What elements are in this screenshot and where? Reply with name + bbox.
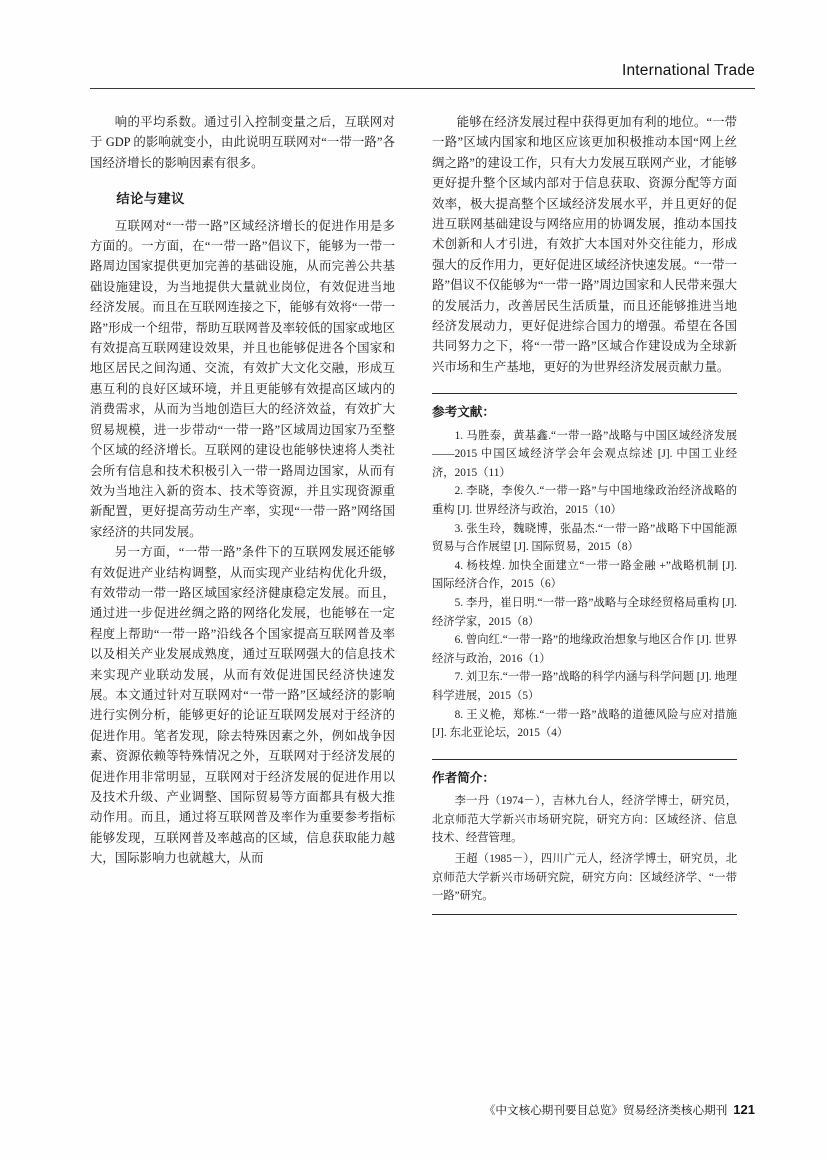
left-column: [90, 112, 395, 869]
page-number: 121: [733, 1102, 755, 1117]
list-item: 6. 曾向红.“一带一路”的地缘政治想象与地区合作 [J]. 世界经济与政治，2016（1）: [432, 634, 737, 665]
header-divider: [90, 88, 755, 89]
author-bio-paragraph: 王超（1985－），四川广元人，经济学博士，研究员，北京师范大学新兴市场研究院，研究方向：区域经济学、“一带一路”研究。: [432, 852, 737, 903]
list-item: 3. 张生玲，魏晓博，张晶杰.“一带一路”战略下中国能源贸易与合作展望 [J]. 国际贸易，2015（8）: [432, 522, 737, 554]
list-item: 5. 李丹，崔日明.“一带一路”战略与全球经贸格局重构 [J]. 经济学家，2015（8）: [432, 597, 737, 628]
references-box: [432, 393, 737, 743]
author-bio-box: [432, 759, 737, 915]
section-heading-conclusion: 结论与建议: [116, 191, 185, 207]
paragraph: 另一方面，“一带一路”条件下的互联网发展还能够有效促进产业结构调整，从而实现产业结构优化升级，有效带动一带一路区域国家经济健康稳定发展。而且，通过进一步促进丝绸之路的网络化发展，也能够在一定程度上帮助“一带一路”沿线各个国家提高互联网普及率以及相关产业发展成熟度，通过互联网强大的信息技术来实现产业联动发展，从而有效促进国民经济快速发展。本文通过针对互联网对“一带一路”区域经济的影响进行实例分析，能够更好的论证互联网发展对于经济的促进作用。笔者发现，除去特殊因素之外，例如战争因素、资源依赖等特殊情况之外，互联网对于经济发展的促进作用非常明显，互联网对于经济发展的促进作用以及技术升级、产业调整、国际贸易等方面都具有极大推动作用。而且，通过将互联网普及率作为重要参考指标能够发现，互联网普及率越高的区域，信息获取能力越大，国际影响力也就越大，从而: [90, 545, 395, 866]
author-bio-divider-bottom: [432, 914, 737, 915]
paragraph: 互联网对“一带一路”区域经济增长的促进作用是多方面的。一方面，在“一带一路”倡议下，能够为一带一路周边国家提供更加完善的基础设施，从而完善公共基础设施建设，为当地提供大量就业岗位，有效促进当地经济发展。而且在互联网连接之下，能够有效将“一带一路”形成一个纽带，帮助互联网普及率较低的国家或地区有效提高互联网建设效果，并且也能够促进各个国家和地区居民之间沟通、交流，有效扩大文化交融，形成互惠互利的良好区域环境，并且更能够有效提高区域内的消费需求，从而为当地创造巨大的经济效益，有效扩大贸易规模，进一步带动“一带一路”区域周边国家乃至整个区域的经济增长。互联网的建设也能够快速将人类社会所有信息和技术积极引入一带一路周边国家，从而有效为当地注入新的资本、技术等资源，并且实现资源重新配置，更好提高劳动生产率，实现“一带一路”网络国家经济的共同发展。: [90, 218, 395, 539]
list-item: 2. 李晓，李俊久.“一带一路”与中国地缘政治经济战略的重构 [J]. 世界经济与政治，2015（10）: [432, 485, 737, 517]
page-header: [90, 62, 755, 96]
list-item: 1. 马胜泰，黄基鑫.“一带一路”战略与中国区域经济发展——2015 中国区域经济学会年会观点综述 [J]. 中国工业经济，2015（11）: [432, 429, 737, 479]
references-divider-top: [432, 393, 737, 394]
paragraph: 响的平均系数。通过引入控制变量之后，互联网对于 GDP 的影响就变小，由此说明互联网对“一带一路”各国经济增长的影响因素有很多。: [90, 115, 395, 170]
page-footer: [484, 1102, 755, 1118]
references-title: 参考文献：: [432, 405, 495, 420]
author-bio-paragraph: 李一丹（1974－），吉林九台人，经济学博士，研究员，北京师范大学新兴市场研究院，研究方向：区域经济、信息技术、经营管理。: [432, 795, 737, 845]
list-item: 7. 刘卫东.“一带一路”战略的科学内涵与科学问题 [J]. 地理科学进展，2015（5）: [432, 671, 737, 702]
author-bio-divider-top: [432, 759, 737, 760]
header-title: International Trade: [621, 62, 755, 79]
list-item: 8. 王义桅，郑栋.“一带一路”战略的道德风险与应对措施 [J]. 东北亚论坛，2015（4）: [432, 708, 737, 740]
right-column: [432, 112, 737, 915]
references-list: [432, 427, 737, 743]
list-item: 4. 杨枝煌. 加快全面建立“一带一路金融 +”战略机制 [J]. 国际经济合作，2015（6）: [432, 559, 737, 591]
author-bio-title: 作者简介：: [432, 770, 495, 785]
footer-journal-name: 《中文核心期刊要目总览》贸易经济类核心期刊: [483, 1104, 728, 1117]
paragraph: 能够在经济发展过程中获得更加有利的地位。“一带一路”区域内国家和地区应该更加积极推动本国“网上丝绸之路”的建设工作，只有大力发展互联网产业，才能够更好提升整个区域内部对于信息获取、资源分配等方面效率，极大提高整个区域经济发展水平，并且更好的促进互联网基础建设与网络应用的协调发展，推动本国技术创新和人才引进，有效扩大本国对外交往能力，形成强大的反作用力，更好促进区域经济快速发展。“一带一路”倡议不仅能够为“一带一路”周边国家和人民带来强大的发展活力，改善居民生活质量，而且还能够推进当地经济发展动力，更好促进综合国力的增强。希望在各国共同努力之下，将“一带一路”区域合作建设成为全球新兴市场和生产基地，更好的为世界经济发展贡献力量。: [432, 115, 737, 374]
